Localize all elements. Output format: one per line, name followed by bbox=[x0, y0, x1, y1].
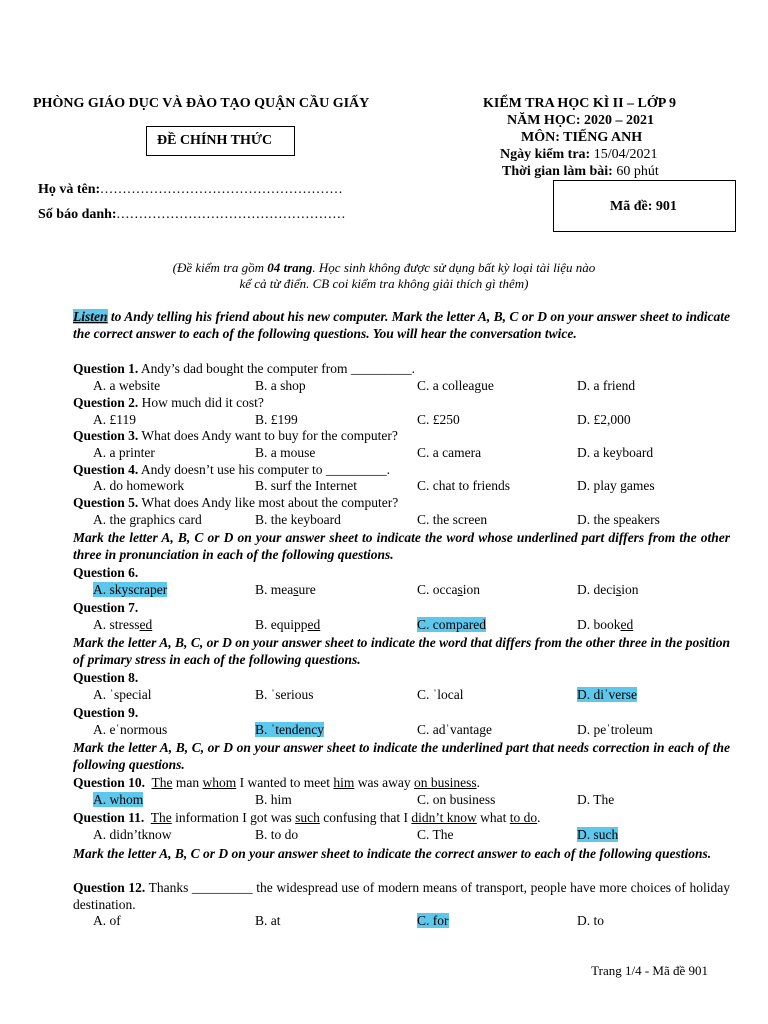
q10-text-3: was away bbox=[354, 775, 414, 790]
official-stamp-box bbox=[146, 126, 295, 156]
candidate-id-field bbox=[38, 207, 346, 223]
question-9 bbox=[73, 705, 138, 721]
question-8-label: Question 8. bbox=[73, 670, 139, 685]
q9-option-b-text: B. ˈtendency bbox=[255, 722, 324, 737]
question-5-label: Question 5. bbox=[73, 495, 139, 510]
candidate-id-dots: ................................................... bbox=[116, 207, 347, 222]
q1-option-b[interactable]: B. a shop bbox=[255, 378, 306, 393]
exam-date-value: 15/04/2021 bbox=[593, 147, 658, 162]
exam-duration-label: Thời gian làm bài: bbox=[502, 164, 613, 179]
question-12-text: Thanks _________ the widespread use of modern means of transport, people have more choices of holiday destination. bbox=[73, 880, 730, 912]
exam-note-line-2: kể cả từ điển. CB coi kiểm tra không giải thích gì thêm) bbox=[239, 276, 529, 291]
q11-text-1: information I got was bbox=[171, 810, 296, 825]
question-5-text: What does Andy like most about the computer? bbox=[138, 495, 399, 510]
q4-option-d[interactable]: D. play games bbox=[577, 478, 655, 493]
q11-option-b[interactable]: B. to do bbox=[255, 827, 299, 842]
q7-option-a-underline: ed bbox=[139, 617, 153, 632]
q6-option-d[interactable] bbox=[577, 582, 639, 598]
q6-option-c[interactable] bbox=[417, 582, 480, 598]
q6-option-b-post: ure bbox=[298, 582, 316, 597]
q10-option-c[interactable]: C. on business bbox=[417, 792, 496, 807]
q11-text-3: what bbox=[476, 810, 510, 825]
question-1-label: Question 1. bbox=[73, 361, 139, 376]
q3-option-b[interactable]: B. a mouse bbox=[255, 445, 316, 460]
q10-text-2: I wanted to meet bbox=[236, 775, 334, 790]
q10-option-a-text: A. whom bbox=[93, 792, 144, 807]
q6-option-c-post: ion bbox=[462, 582, 481, 597]
exam-duration bbox=[502, 164, 659, 180]
candidate-id-label: Số báo danh: bbox=[38, 207, 117, 222]
q4-option-c[interactable]: C. chat to friends bbox=[417, 478, 510, 493]
q2-option-c[interactable]: C. £250 bbox=[417, 412, 460, 427]
question-7 bbox=[73, 600, 138, 616]
q10-part-c: him bbox=[333, 775, 355, 790]
q10-option-d[interactable]: D. The bbox=[577, 792, 615, 807]
subject-line: MÔN: TIẾNG ANH bbox=[521, 130, 643, 145]
q6-option-a[interactable] bbox=[93, 582, 167, 598]
q6-option-a-text: A. skyscraper bbox=[93, 582, 168, 597]
question-6-label: Question 6. bbox=[73, 565, 139, 580]
question-12-label: Question 12. bbox=[73, 880, 146, 895]
exam-date-label: Ngày kiểm tra: bbox=[500, 147, 591, 162]
q2-option-d[interactable]: D. £2,000 bbox=[577, 412, 631, 427]
question-6 bbox=[73, 565, 138, 581]
q9-option-d[interactable]: D. peˈtroleum bbox=[577, 722, 653, 737]
q11-part-a: The bbox=[150, 810, 172, 825]
q12-option-d[interactable]: D. to bbox=[577, 913, 604, 928]
correct-answer-instruction: Mark the letter A, B, C or D on your answer sheet to indicate the correct answer to each of the following questions. bbox=[73, 846, 712, 861]
q8-option-d[interactable] bbox=[577, 687, 637, 703]
q7-option-b[interactable] bbox=[255, 617, 320, 633]
q3-option-c[interactable]: C. a camera bbox=[417, 445, 482, 460]
q11-part-c: didn’t know bbox=[411, 810, 477, 825]
q7-option-c[interactable] bbox=[417, 617, 486, 633]
q1-option-a[interactable]: A. a website bbox=[93, 378, 161, 393]
question-4-text: Andy doesn’t use his computer to _________. bbox=[138, 462, 390, 477]
question-3-text: What does Andy want to buy for the computer? bbox=[138, 428, 398, 443]
q4-option-b[interactable]: B. surf the Internet bbox=[255, 478, 357, 493]
exam-note-pre: (Đề kiểm tra gồm bbox=[172, 260, 268, 275]
listen-keyword: Listen bbox=[73, 309, 108, 324]
question-4 bbox=[73, 462, 390, 478]
q9-option-b[interactable] bbox=[255, 722, 324, 738]
q12-option-b[interactable]: B. at bbox=[255, 913, 281, 928]
question-2-text: How much did it cost? bbox=[138, 395, 264, 410]
q10-option-a[interactable] bbox=[93, 792, 143, 808]
q7-option-c-text: C. compared bbox=[417, 617, 486, 632]
question-7-label: Question 7. bbox=[73, 600, 139, 615]
question-10-label: Question 10. bbox=[73, 775, 146, 790]
q12-option-c-text: C. for bbox=[417, 913, 449, 928]
exam-code: Mã đề: 901 bbox=[610, 199, 677, 214]
q6-option-d-post: ion bbox=[621, 582, 639, 597]
exam-note-pages: 04 trang bbox=[267, 260, 313, 275]
q8-option-d-text: D. diˈverse bbox=[577, 687, 637, 702]
pronunciation-instruction: Mark the letter A, B, C or D on your answer sheet to indicate the word whose underlined part differs from the other three in pronunciation in each of the following questions. bbox=[73, 530, 730, 562]
question-9-label: Question 9. bbox=[73, 705, 139, 720]
question-10 bbox=[73, 775, 480, 791]
q10-text-4: . bbox=[476, 775, 481, 790]
q2-option-b[interactable]: B. £199 bbox=[255, 412, 298, 427]
question-3-label: Question 3. bbox=[73, 428, 139, 443]
exam-duration-value: 60 phút bbox=[616, 164, 659, 179]
q11-option-d[interactable] bbox=[577, 827, 618, 843]
exam-date bbox=[500, 147, 657, 163]
q10-part-b: whom bbox=[202, 775, 237, 790]
q11-text-4: . bbox=[537, 810, 541, 825]
exam-title: KIỂM TRA HỌC KÌ II – LỚP 9 bbox=[483, 96, 677, 111]
q10-text-1: man bbox=[172, 775, 203, 790]
q9-option-a[interactable]: A. eˈnormous bbox=[93, 722, 168, 737]
question-1-text: Andy’s dad bought the computer from _________. bbox=[138, 361, 415, 376]
q7-option-b-underline: ed bbox=[307, 617, 321, 632]
q5-option-d[interactable]: D. the speakers bbox=[577, 512, 660, 527]
candidate-name-dots: ...................................................... bbox=[100, 182, 344, 197]
q1-option-c[interactable]: C. a colleague bbox=[417, 378, 494, 393]
q7-option-d[interactable] bbox=[577, 617, 633, 633]
q2-option-a[interactable]: A. £119 bbox=[93, 412, 136, 427]
q7-option-d-underline: ed bbox=[620, 617, 634, 632]
error-correction-instruction: Mark the letter A, B, C, or D on your answer sheet to indicate the underlined part that needs correction in each of the following questions. bbox=[73, 740, 730, 772]
question-2 bbox=[73, 395, 264, 411]
q3-option-d[interactable]: D. a keyboard bbox=[577, 445, 654, 460]
official-label: ĐỀ CHÍNH THỨC bbox=[157, 133, 273, 148]
q6-option-c-underline: s bbox=[457, 582, 463, 597]
q8-option-b[interactable]: B. ˈserious bbox=[255, 687, 314, 702]
candidate-name-field bbox=[38, 182, 343, 198]
q5-option-b[interactable]: B. the keyboard bbox=[255, 512, 341, 527]
exam-note-line-1 bbox=[0, 260, 768, 276]
exam-code-box bbox=[553, 180, 736, 232]
q10-part-a: The bbox=[151, 775, 173, 790]
q3-option-a[interactable]: A. a printer bbox=[93, 445, 155, 460]
q6-option-b[interactable] bbox=[255, 582, 316, 598]
q6-option-d-pre: D. deci bbox=[577, 582, 616, 597]
question-1 bbox=[73, 361, 415, 377]
q6-option-c-pre: C. occa bbox=[417, 582, 458, 597]
q11-text-2: confusing that I bbox=[319, 810, 412, 825]
question-2-label: Question 2. bbox=[73, 395, 139, 410]
q7-option-a-pre: A. stress bbox=[93, 617, 140, 632]
question-12 bbox=[73, 880, 730, 913]
question-3 bbox=[73, 428, 398, 444]
q6-option-d-underline: s bbox=[615, 582, 622, 597]
q5-option-a[interactable]: A. the graphics card bbox=[93, 512, 202, 527]
q11-option-a[interactable]: A. didn’tknow bbox=[93, 827, 172, 842]
question-4-label: Question 4. bbox=[73, 462, 139, 477]
q4-option-a[interactable]: A. do homework bbox=[93, 478, 185, 493]
question-11 bbox=[73, 810, 541, 826]
q7-option-d-pre: D. book bbox=[577, 617, 621, 632]
q6-option-b-pre: B. mea bbox=[255, 582, 294, 597]
school-year: NĂM HỌC: 2020 – 2021 bbox=[507, 113, 654, 128]
exam-note-post: . Học sinh không được sử dụng bất kỳ loại tài liệu nào bbox=[312, 260, 596, 275]
listening-instruction bbox=[73, 309, 730, 342]
q11-part-b: such bbox=[295, 810, 320, 825]
question-8 bbox=[73, 670, 138, 686]
candidate-name-label: Họ và tên: bbox=[38, 182, 101, 197]
q8-option-a[interactable]: A. ˈspecial bbox=[93, 687, 152, 702]
q1-option-d[interactable]: D. a friend bbox=[577, 378, 636, 393]
q12-option-a[interactable]: A. of bbox=[93, 913, 121, 928]
q10-part-d: on business bbox=[414, 775, 477, 790]
q10-option-b[interactable]: B. him bbox=[255, 792, 292, 807]
question-5 bbox=[73, 495, 398, 511]
stress-instruction: Mark the letter A, B, C, or D on your answer sheet to indicate the word that differs from the other three in the position of primary stress in each of the following questions. bbox=[73, 635, 730, 667]
department-heading: PHÒNG GIÁO DỤC VÀ ĐÀO TẠO QUẬN CẦU GIẤY bbox=[33, 96, 370, 111]
q11-part-d: to do bbox=[509, 810, 538, 825]
listening-instruction-text: to Andy telling his friend about his new computer. Mark the letter A, B, C or D on your answer sheet to indicate the correct answer to each of the following questions. You will hear the conversation twice. bbox=[73, 309, 730, 341]
q11-option-d-text: D. such bbox=[577, 827, 619, 842]
question-11-label: Question 11. bbox=[73, 810, 145, 825]
q11-option-c[interactable]: C. The bbox=[417, 827, 454, 842]
q7-option-a[interactable] bbox=[93, 617, 152, 633]
q9-option-c[interactable]: C. adˈvantage bbox=[417, 722, 492, 737]
q6-option-b-underline: s bbox=[293, 582, 299, 597]
q5-option-c[interactable]: C. the screen bbox=[417, 512, 488, 527]
q7-option-b-pre: B. equipp bbox=[255, 617, 308, 632]
page-footer: Trang 1/4 - Mã đề 901 bbox=[591, 963, 708, 978]
q12-option-c[interactable] bbox=[417, 913, 449, 929]
q8-option-c[interactable]: C. ˈlocal bbox=[417, 687, 464, 702]
